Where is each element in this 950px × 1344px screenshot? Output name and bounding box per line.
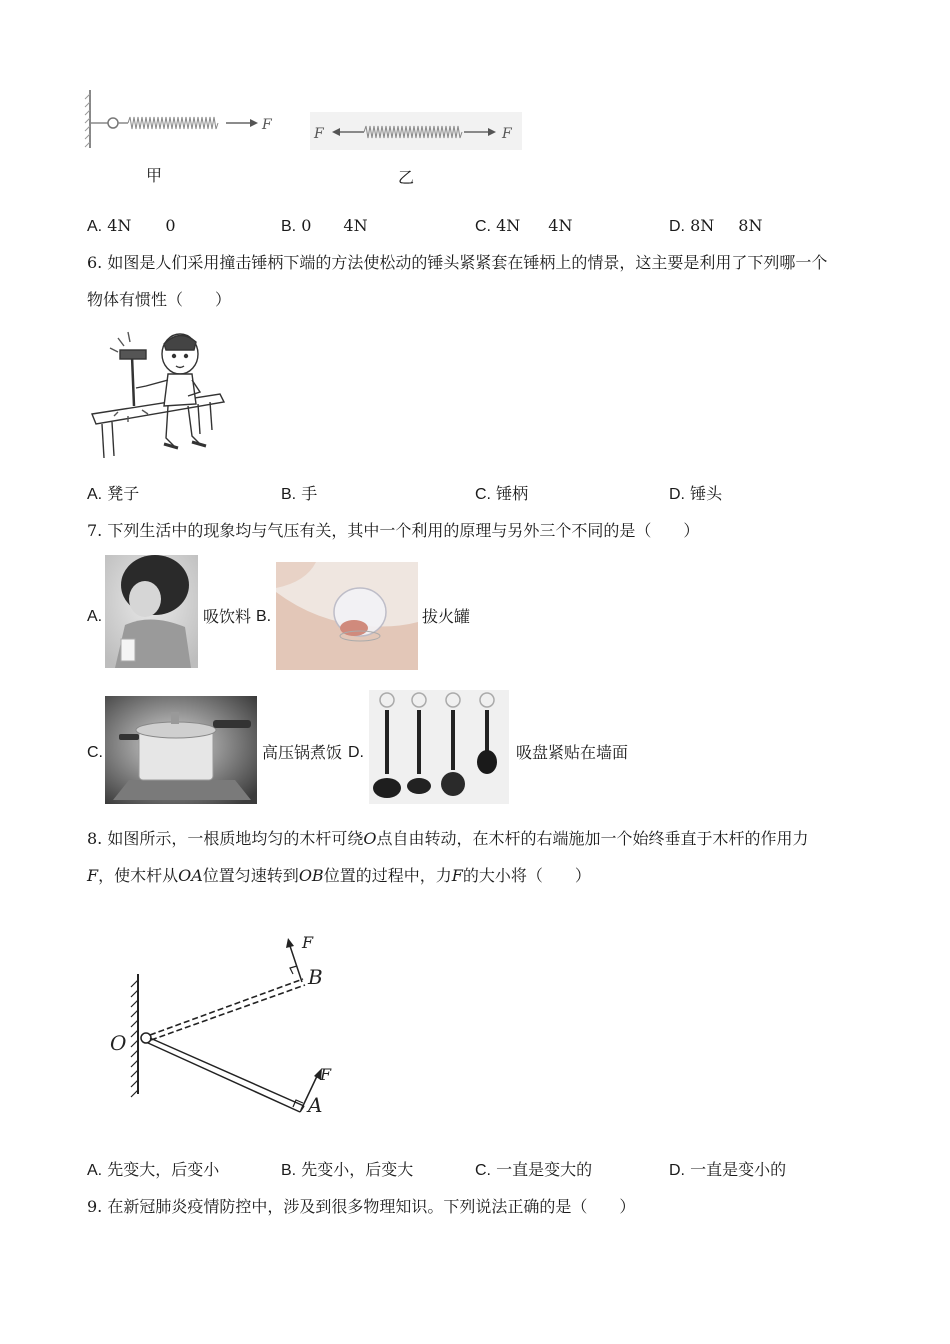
- q6-option-a[interactable]: A. 凳子: [87, 484, 140, 503]
- q8-stem-line2: F，使木杆从OA位置匀速转到OB位置的过程中，力F的大小将（ ）: [87, 866, 591, 885]
- hammer-bench-illustration: [88, 326, 228, 462]
- q9-stem: 9. 在新冠肺炎疫情防控中，涉及到很多物理知识。下列说法正确的是（ ）: [87, 1197, 636, 1216]
- label-f-b: F: [302, 933, 314, 952]
- q5-option-b[interactable]: B. 0 4N: [281, 216, 368, 235]
- q7-stem: 7. 下列生活中的现象均与气压有关，其中一个利用的原理与另外三个不同的是（ ）: [87, 521, 700, 540]
- label-f-a: F: [320, 1065, 332, 1084]
- q8-option-c[interactable]: C. 一直是变大的: [475, 1160, 593, 1179]
- q6-option-d[interactable]: D. 锤头: [669, 484, 723, 503]
- q6-option-c[interactable]: C. 锤柄: [475, 484, 529, 503]
- q7-option-b-text: 拔火罐: [422, 607, 471, 626]
- force-label-jia: F: [262, 117, 272, 133]
- figure-caption-yi: 乙: [398, 168, 415, 187]
- q7-option-a-letter[interactable]: A.: [87, 608, 103, 625]
- cupping-photo: [276, 562, 418, 670]
- q8-option-b[interactable]: B. 先变小，后变大: [281, 1160, 414, 1179]
- q5-option-a[interactable]: A. 4N 0: [87, 216, 176, 235]
- drinking-photo: [105, 555, 198, 668]
- q6-stem-line2: 物体有惯性（ ）: [87, 290, 232, 309]
- q8-option-d[interactable]: D. 一直是变小的: [669, 1160, 787, 1179]
- q7-option-c-letter[interactable]: C.: [87, 744, 103, 761]
- label-a: A: [308, 1093, 323, 1117]
- q7-option-a-text: 吸饮料: [203, 607, 252, 626]
- label-b: B: [308, 965, 323, 989]
- q6-option-b[interactable]: B. 手: [281, 484, 318, 503]
- q7-option-d-text: 吸盘紧贴在墙面: [516, 743, 629, 762]
- q7-option-d-letter[interactable]: D.: [348, 744, 364, 761]
- suction-hooks-photo: [369, 690, 509, 804]
- pressure-cooker-photo: [105, 696, 257, 804]
- q8-stem-line1: 8. 如图所示，一根质地均匀的木杆可绕O点自由转动，在木杆的右端施加一个始终垂直于木杆的作用力: [87, 829, 809, 848]
- spring-figure-yi: [310, 112, 522, 150]
- label-o: O: [110, 1031, 127, 1055]
- spring-figure-jia: [84, 86, 284, 156]
- q7-option-b-letter[interactable]: B.: [256, 608, 272, 625]
- q5-option-c[interactable]: C. 4N 4N: [475, 216, 573, 235]
- q6-stem-line1: 6. 如图是人们采用撞击锤柄下端的方法使松动的锤头紧紧套在锤柄上的情景，这主要是利用了下列哪一个: [87, 253, 828, 272]
- force-label-yi-left: F: [314, 126, 324, 142]
- force-label-yi-right: F: [502, 126, 512, 142]
- q7-option-c-text: 高压锅煮饭: [262, 743, 343, 762]
- q8-option-a[interactable]: A. 先变大，后变小: [87, 1160, 220, 1179]
- figure-caption-jia: 甲: [146, 166, 163, 185]
- q5-option-d[interactable]: D. 8N 8N: [669, 216, 763, 235]
- lever-diagram: [100, 926, 360, 1126]
